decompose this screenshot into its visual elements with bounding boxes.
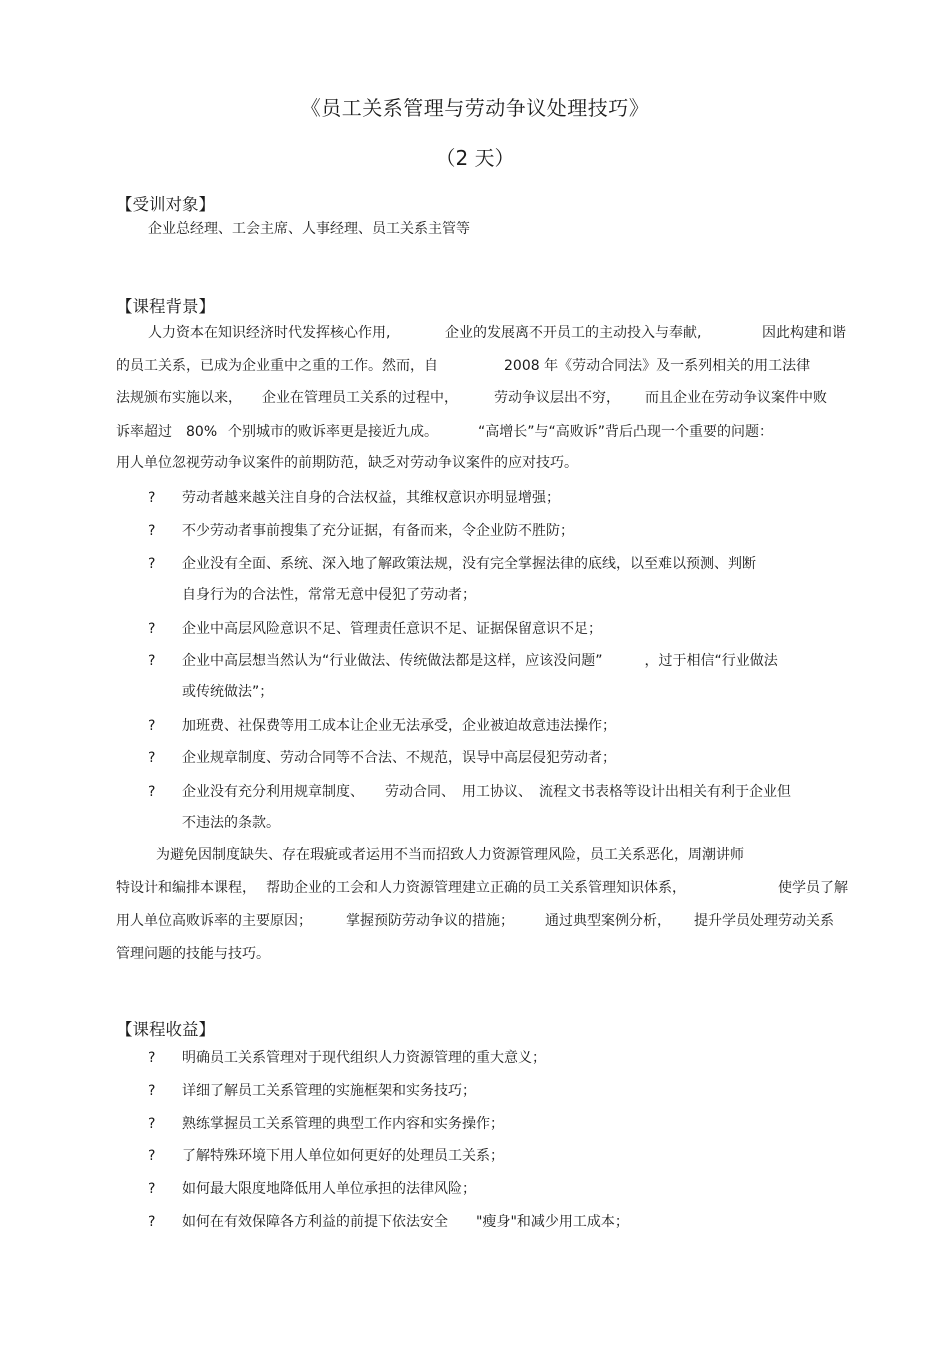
section-heading-background: 【课程背景】: [116, 297, 215, 316]
background-bullet-2: 不少劳动者事前搜集了充分证据，有备而来，令企业防不胜防；: [182, 523, 574, 539]
background-bullet-5-line2: 或传统做法”；: [182, 684, 274, 700]
background-para1-line4-part1: 诉率超过: [116, 424, 172, 440]
bullet-marker: ?: [148, 1083, 156, 1099]
bullet-marker: ?: [148, 523, 156, 539]
benefit-item-2: 详细了解员工关系管理的实施框架和实务技巧；: [182, 1083, 476, 1099]
background-para2-line2-part1: 特设计和编排本课程，: [116, 880, 256, 896]
bullet-marker: ?: [148, 1181, 156, 1197]
bullet-marker: ?: [148, 718, 156, 734]
benefit-item-3: 熟练掌握员工关系管理的典型工作内容和实务操作；: [182, 1116, 504, 1132]
bullet-marker: ?: [148, 556, 156, 572]
bullet-marker: ?: [148, 1214, 156, 1230]
background-para1-line3-part1: 法规颁布实施以来，: [116, 390, 242, 406]
background-bullet-3-line1: 企业没有全面、系统、深入地了解政策法规，没有完全掌握法律的底线，以至难以预测、判断: [182, 556, 756, 572]
background-bullet-5-line1: 企业中高层想当然认为“行业做法、传统做法都是这样，应该没问题” ，过于相信“行业做法: [182, 653, 778, 669]
background-bullet-7: 企业规章制度、劳动合同等不合法、不规范，误导中高层侵犯劳动者；: [182, 750, 616, 766]
bullet-marker: ?: [148, 784, 156, 800]
benefit-item-1: 明确员工关系管理对于现代组织人力资源管理的重大意义；: [182, 1050, 546, 1066]
benefit-item-5: 如何最大限度地降低用人单位承担的法律风险；: [182, 1181, 476, 1197]
audience-text: 企业总经理、工会主席、人事经理、员工关系主管等: [148, 221, 470, 237]
background-para1-line4-part4: “高增长”与“高败诉”背后凸现一个重要的问题：: [478, 424, 774, 440]
background-para1-line1-part3: 因此构建和谐: [762, 325, 846, 341]
background-para1-line4-part2: 80%: [186, 424, 218, 440]
background-para1-line3-part4: 而且企业在劳动争议案件中败: [645, 390, 827, 406]
bullet-marker: ?: [148, 750, 156, 766]
background-para1-line3-part2: 企业在管理员工关系的过程中，: [262, 390, 458, 406]
background-para2-line3-part3: 通过典型案例分析，: [545, 913, 671, 929]
background-para2-line4: 管理问题的技能与技巧。: [116, 946, 270, 962]
bullet-marker: ?: [148, 490, 156, 506]
background-para1-line2-part2: 2008 年《劳动合同法》及一系列相关的用工法律: [504, 358, 811, 374]
background-para2-line1: 为避免因制度缺失、存在瑕疵或者运用不当而招致人力资源管理风险，员工关系恶化，周潮讲师: [156, 847, 744, 863]
background-para2-line3-part4: 提升学员处理劳动关系: [694, 913, 834, 929]
background-para2-line2-part2: 帮助企业的工会和人力资源管理建立正确的员工关系管理知识体系，: [266, 880, 686, 896]
background-para2-line3-part2: 掌握预防劳动争议的措施；: [346, 913, 514, 929]
background-bullet-8-line2: 不违法的条款。: [182, 815, 280, 831]
background-para2-line3-part1: 用人单位高败诉率的主要原因；: [116, 913, 312, 929]
document-title: 《员工关系管理与劳动争议处理技巧》: [300, 96, 650, 120]
bullet-marker: ?: [148, 621, 156, 637]
background-bullet-6: 加班费、社保费等用工成本让企业无法承受，企业被迫故意违法操作；: [182, 718, 616, 734]
background-para1-line1-part1: 人力资本在知识经济时代发挥核心作用,: [148, 325, 391, 341]
background-para1-line1-part2: 企业的发展离不开员工的主动投入与奉献,: [445, 325, 702, 341]
background-para1-line2-part1: 的员工关系，已成为企业重中之重的工作。然而，自: [116, 358, 438, 374]
section-heading-audience: 【受训对象】: [116, 195, 215, 214]
document-subtitle: （2 天）: [435, 146, 515, 170]
bullet-marker: ?: [148, 1148, 156, 1164]
background-para1-line4-part3: 个别城市的败诉率更是接近九成。: [228, 424, 438, 440]
bullet-marker: ?: [148, 1050, 156, 1066]
bullet-marker: ?: [148, 1116, 156, 1132]
background-bullet-3-line2: 自身行为的合法性，常常无意中侵犯了劳动者；: [182, 587, 476, 603]
background-bullet-4: 企业中高层风险意识不足、管理责任意识不足、证据保留意识不足；: [182, 621, 602, 637]
background-para1-line5: 用人单位忽视劳动争议案件的前期防范，缺乏对劳动争议案件的应对技巧。: [116, 455, 578, 471]
bullet-marker: ?: [148, 653, 156, 669]
background-para2-line2-part3: 使学员了解: [778, 880, 848, 896]
background-para1-line3-part3: 劳动争议层出不穷，: [494, 390, 620, 406]
benefit-item-6: 如何在有效保障各方利益的前提下依法安全 "瘦身"和减少用工成本；: [182, 1214, 629, 1230]
benefit-item-4: 了解特殊环境下用人单位如何更好的处理员工关系；: [182, 1148, 504, 1164]
section-heading-benefits: 【课程收益】: [116, 1020, 215, 1039]
background-bullet-8-line1: 企业没有充分利用规章制度、 劳动合同、 用工协议、 流程文书表格等设计出相关有利于企业但: [182, 784, 791, 800]
background-bullet-1: 劳动者越来越关注自身的合法权益，其维权意识亦明显增强；: [182, 490, 560, 506]
